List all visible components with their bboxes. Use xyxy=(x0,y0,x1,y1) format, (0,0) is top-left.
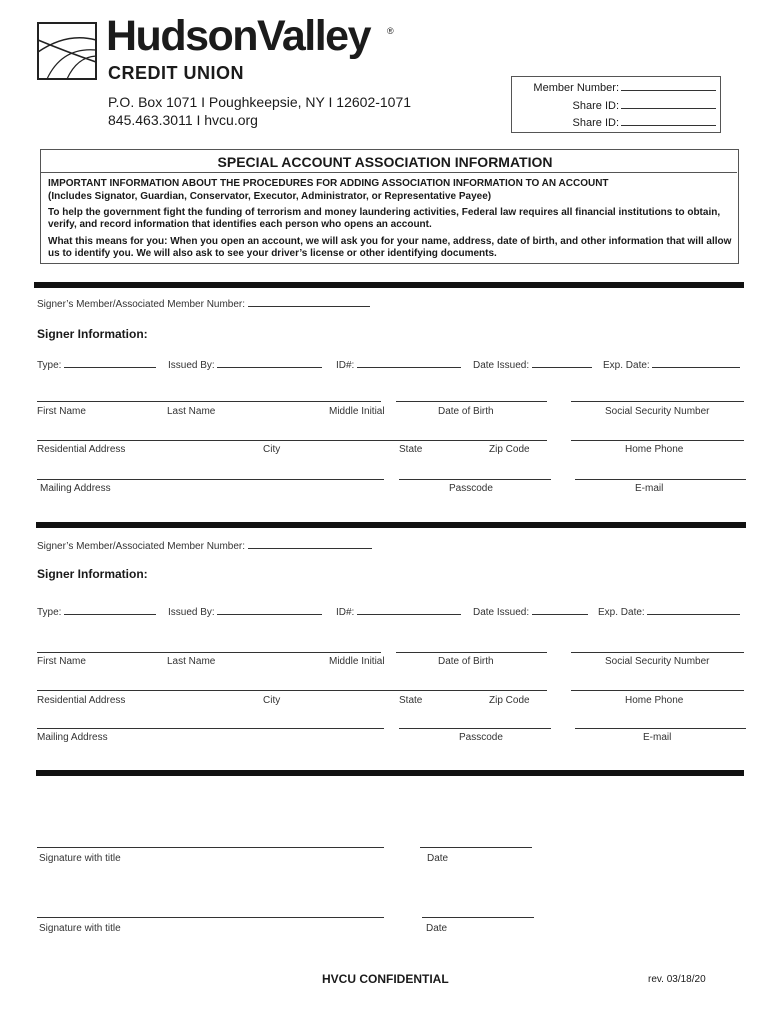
signature-label-2: Signature with title xyxy=(39,923,121,934)
signer2-city-label: City xyxy=(263,695,281,706)
signer2-issued-by xyxy=(168,604,322,618)
signer1-exp-date-label: Exp. Date: xyxy=(603,360,650,371)
signature-label-1: Signature with title xyxy=(39,853,121,864)
signer2-home-phone-label: Home Phone xyxy=(625,695,684,706)
signer2-type-label: Type: xyxy=(37,607,62,618)
brand-name: HudsonValley xyxy=(106,12,370,60)
signer2-residential-address-label: Residential Address xyxy=(37,695,126,706)
section-divider-2 xyxy=(36,522,746,528)
signer1-last-name-label: Last Name xyxy=(167,406,216,417)
signer1-ssn-label: Social Security Number xyxy=(605,406,710,417)
signer2-member-number-label: Signer’s Member/Associated Member Number: xyxy=(37,541,246,552)
signer1-dob-line[interactable] xyxy=(396,401,547,402)
signer1-address-line[interactable] xyxy=(37,440,547,441)
signer1-city-label: City xyxy=(263,444,281,455)
signer2-issued-by-label: Issued By: xyxy=(168,607,215,618)
signer1-date-issued-label: Date Issued: xyxy=(473,360,530,371)
signer1-zip-label: Zip Code xyxy=(489,444,530,455)
member-info-box xyxy=(511,76,721,133)
signer2-id xyxy=(336,604,461,618)
address-line-2: 845.463.3011 I hvcu.org xyxy=(108,112,258,128)
signer1-name-line[interactable] xyxy=(37,401,381,402)
info-line-2: (Includes Signator, Guardian, Conservator, Executor, Administrator, or Representative Payee) xyxy=(48,191,492,202)
hudson-valley-logo-icon xyxy=(37,22,97,80)
member-number-row xyxy=(533,80,716,94)
signer1-middle-initial-label: Middle Initial xyxy=(329,406,385,417)
signer2-phone-line[interactable] xyxy=(571,690,744,691)
signer2-member-number-field[interactable] xyxy=(248,538,372,549)
signer2-type-field[interactable] xyxy=(64,604,156,615)
signature-line-1[interactable] xyxy=(37,847,384,848)
footer-confidential: HVCU CONFIDENTIAL xyxy=(322,972,449,986)
signer2-address-line[interactable] xyxy=(37,690,547,691)
signer2-email-label: E-mail xyxy=(643,732,672,743)
signer2-passcode-label: Passcode xyxy=(459,732,503,743)
signer2-id-row xyxy=(37,604,156,618)
signer1-phone-line[interactable] xyxy=(571,440,744,441)
signer1-date-issued xyxy=(473,357,592,371)
signer1-id xyxy=(336,357,461,371)
date-label-2: Date xyxy=(426,923,448,934)
signer2-dob-label: Date of Birth xyxy=(438,656,494,667)
footer-revision: rev. 03/18/20 xyxy=(648,974,706,985)
info-line-4: What this means for you: When you open an account, we will ask you for your name, address, date of birth, and other information that will allow us to identify you. We will also ask to see your driver’s license or other identifying documents. xyxy=(48,236,732,259)
share-id-row-1 xyxy=(573,98,716,112)
signer2-date-issued xyxy=(473,604,588,618)
share-id-label-1: Share ID: xyxy=(572,100,619,112)
member-number-label: Member Number: xyxy=(533,82,619,94)
signer1-member-number-row xyxy=(37,296,370,310)
signer1-type-label: Type: xyxy=(37,360,62,371)
signer2-ssn-line[interactable] xyxy=(571,652,744,653)
registered-mark: ® xyxy=(387,26,394,36)
signer1-ssn-line[interactable] xyxy=(571,401,744,402)
address-line-1: P.O. Box 1071 I Poughkeepsie, NY I 12602-1071 xyxy=(108,94,412,110)
signer1-id-row xyxy=(37,357,156,371)
signer1-home-phone-label: Home Phone xyxy=(625,444,684,455)
signer1-passcode-line[interactable] xyxy=(399,479,551,480)
signer1-mailing-address-label: Mailing Address xyxy=(40,483,111,494)
signer2-state-label: State xyxy=(399,695,423,706)
date-line-1[interactable] xyxy=(420,847,532,848)
signer1-heading: Signer Information: xyxy=(37,327,148,341)
section-divider-1 xyxy=(34,282,744,288)
signer1-id-label: ID#: xyxy=(336,360,355,371)
info-title-divider xyxy=(41,172,737,173)
signer1-member-number-field[interactable] xyxy=(248,296,370,307)
signer2-issued-by-field[interactable] xyxy=(217,604,322,615)
signer1-first-name-label: First Name xyxy=(37,406,86,417)
share-id-field-2[interactable] xyxy=(621,115,716,126)
share-id-row-2 xyxy=(573,115,716,129)
section-divider-3 xyxy=(36,770,744,776)
brand-subtitle: CREDIT UNION xyxy=(108,63,244,83)
signer2-id-field[interactable] xyxy=(357,604,461,615)
share-id-label-2: Share ID: xyxy=(572,117,619,129)
signer2-name-line[interactable] xyxy=(37,652,381,653)
signer2-exp-date-label: Exp. Date: xyxy=(598,607,645,618)
signer1-residential-address-label: Residential Address xyxy=(37,444,126,455)
info-line-1: IMPORTANT INFORMATION ABOUT THE PROCEDURES FOR ADDING ASSOCIATION INFORMATION TO AN ACCOUNT xyxy=(48,178,609,189)
signer2-exp-date-field[interactable] xyxy=(647,604,740,615)
signer1-date-issued-field[interactable] xyxy=(532,357,592,368)
date-line-2[interactable] xyxy=(422,917,534,918)
signer1-dob-label: Date of Birth xyxy=(438,406,494,417)
signer2-ssn-label: Social Security Number xyxy=(605,656,710,667)
signer2-passcode-line[interactable] xyxy=(399,728,551,729)
info-title: SPECIAL ACCOUNT ASSOCIATION INFORMATION xyxy=(217,154,553,170)
signer2-member-number-row xyxy=(37,538,372,552)
signer2-date-issued-label: Date Issued: xyxy=(473,607,530,618)
signer1-type-field[interactable] xyxy=(64,357,156,368)
signer1-exp-date xyxy=(603,357,740,371)
signer1-exp-date-field[interactable] xyxy=(652,357,740,368)
member-number-field[interactable] xyxy=(621,80,716,91)
signer1-email-label: E-mail xyxy=(635,483,664,494)
date-label-1: Date xyxy=(427,853,449,864)
info-line-3: To help the government fight the funding of terrorism and money laundering activities, Federal law requires all financial institutions to obtain, verify, and record information that identifies each person who opens an account. xyxy=(48,207,721,230)
signer2-first-name-label: First Name xyxy=(37,656,86,667)
signer1-email-line[interactable] xyxy=(575,479,746,480)
signer2-date-issued-field[interactable] xyxy=(532,604,588,615)
signer2-email-line[interactable] xyxy=(575,728,746,729)
signature-line-2[interactable] xyxy=(37,917,384,918)
signer2-zip-label: Zip Code xyxy=(489,695,530,706)
signer2-middle-initial-label: Middle Initial xyxy=(329,656,385,667)
signer1-member-number-label: Signer’s Member/Associated Member Number: xyxy=(37,299,246,310)
signer2-heading: Signer Information: xyxy=(37,567,148,581)
signer1-issued-by-label: Issued By: xyxy=(168,360,215,371)
signer2-mailing-line[interactable] xyxy=(37,728,384,729)
signer1-mailing-line[interactable] xyxy=(37,479,384,480)
signer2-last-name-label: Last Name xyxy=(167,656,216,667)
signer1-issued-by xyxy=(168,357,322,371)
signer1-id-field[interactable] xyxy=(357,357,461,368)
signer2-mailing-address-label: Mailing Address xyxy=(37,732,108,743)
share-id-field-1[interactable] xyxy=(621,98,716,109)
signer2-id-label: ID#: xyxy=(336,607,355,618)
signer2-dob-line[interactable] xyxy=(396,652,547,653)
signer1-passcode-label: Passcode xyxy=(449,483,493,494)
signer2-exp-date xyxy=(598,604,740,618)
signer1-state-label: State xyxy=(399,444,423,455)
signer1-issued-by-field[interactable] xyxy=(217,357,322,368)
